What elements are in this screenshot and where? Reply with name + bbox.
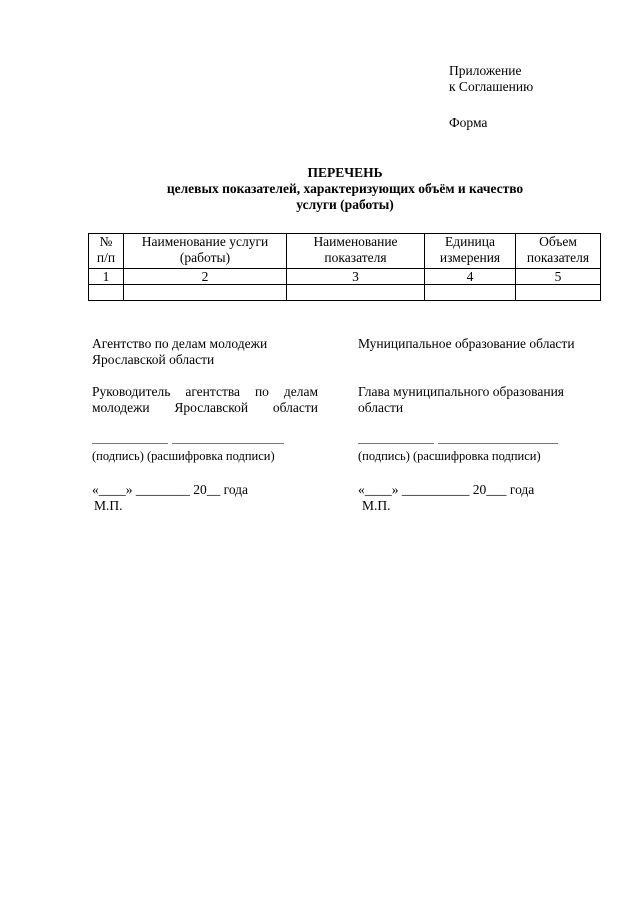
- table-row-numbers: [89, 269, 601, 285]
- appendix-header: [449, 63, 533, 95]
- municipality-name: Муниципальное образование области: [358, 336, 575, 351]
- header-cell-indicator: Наименование показателя: [287, 234, 425, 269]
- title-line-3: услуги (работы): [296, 197, 394, 212]
- signature-underline: [92, 442, 168, 444]
- signature-underline: [358, 442, 434, 444]
- table-cell: 5: [516, 269, 601, 285]
- title-line-2: целевых показателей, характеризующих объём и качество: [166, 181, 524, 196]
- table-cell: 4: [425, 269, 516, 285]
- appendix-line-1: Приложение: [449, 63, 522, 78]
- table-cell: 3: [287, 269, 425, 285]
- table-cell: 2: [124, 269, 287, 285]
- table-cell: [516, 285, 601, 301]
- agency-signer-position: Руководитель агентства по делам молодежи Ярославской области: [92, 384, 318, 415]
- agency-name-line-1: Агентство по делам молодежи: [92, 336, 268, 351]
- municipality-signer-position-line-2: области: [358, 400, 404, 415]
- table-cell: [425, 285, 516, 301]
- header-cell-number: № п/п: [89, 234, 124, 269]
- form-label: Форма: [449, 115, 488, 130]
- table-header-row: [89, 234, 601, 269]
- municipality-stamp-place: М.П.: [362, 498, 391, 513]
- agency-signature-line: [92, 434, 332, 456]
- title-line-1: ПЕРЕЧЕНЬ: [307, 165, 383, 180]
- agency-stamp-place: М.П.: [94, 498, 123, 513]
- agency-name-line-2: Ярославской области: [92, 352, 215, 367]
- table-cell: [124, 285, 287, 301]
- name-underline: [438, 442, 558, 444]
- table-cell: [89, 285, 124, 301]
- signature-block-municipality: [358, 336, 598, 514]
- table-cell: [287, 285, 425, 301]
- name-underline: [172, 442, 284, 444]
- header-cell-service: Наименование услуги (работы): [124, 234, 287, 269]
- header-cell-volume: Объем показателя: [516, 234, 601, 269]
- agency-date: «____» ________ 20__ года: [92, 482, 249, 497]
- indicators-table: [88, 233, 601, 301]
- municipality-signature-line: [358, 434, 598, 456]
- agency-signature-caption: (подпись) (расшифровка подписи): [92, 449, 275, 463]
- header-cell-unit: Единица измерения: [425, 234, 516, 269]
- appendix-line-2: к Соглашению: [449, 79, 534, 94]
- table-row-empty: [89, 285, 601, 301]
- municipality-signer-position-line-1: Глава муниципального образования: [358, 384, 565, 399]
- document-title: [90, 165, 600, 213]
- municipality-signature-caption: (подпись) (расшифровка подписи): [358, 449, 541, 463]
- table-cell: 1: [89, 269, 124, 285]
- municipality-date: «____» __________ 20___ года: [358, 482, 535, 497]
- signature-block-agency: [92, 336, 332, 514]
